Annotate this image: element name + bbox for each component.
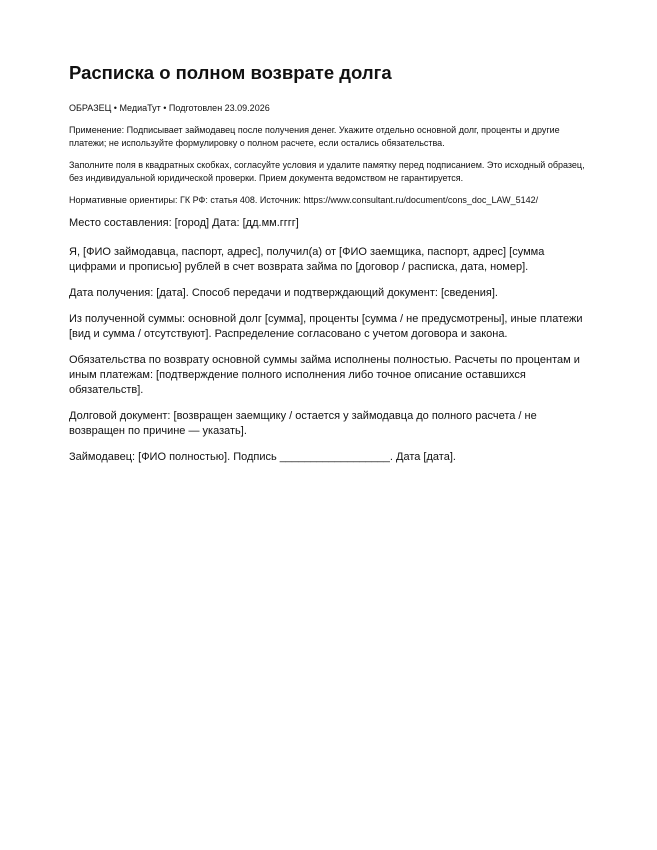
document-title: Расписка о полном возврате долга <box>69 62 392 83</box>
document-meta: ОБРАЗЕЦ • МедиаТут • Подготовлен 23.09.2026 <box>69 103 270 113</box>
legal-reference-note: Нормативные ориентиры: ГК РФ: статья 408. Источник: https://www.consultant.ru/document/cons_doc_LAW_5142/ <box>69 195 539 205</box>
place-date-line: Место составления: [город] Дата: [дд.мм.гггг] <box>69 217 299 229</box>
fill-instructions-note: Заполните поля в квадратных скобках, согласуйте условия и удалите памятку перед подписанием. Это исходный образец, без индивидуальной юридической проверки. Прием документа ведомством не гарантируется. <box>69 160 585 183</box>
debt-document-status: Долговой документ: [возвращен заемщику / остается у займодавца до полного расчета / не возвращен по причине — указать]. <box>69 410 537 437</box>
document-page <box>69 62 589 476</box>
obligations-status: Обязательства по возврату основной суммы займа исполнены полностью. Расчеты по процентам и иным платежам: [подтверждение полного исполнения либо точное описание оставшихся обязательств]. <box>69 354 580 396</box>
amount-breakdown: Из полученной суммы: основной долг [сумма], проценты [сумма / не предусмотрены], иные платежи [вид и сумма / отсутствуют]. Распределение согласовано с учетом договора и закона. <box>69 313 583 340</box>
receipt-date-method: Дата получения: [дата]. Способ передачи и подтверждающий документ: [сведения]. <box>69 287 498 299</box>
usage-note: Применение: Подписывает займодавец после получения денег. Укажите отдельно основной долг, проценты и другие платежи; не используйте формулировку о полном расчете, если остались обязательства. <box>69 125 560 148</box>
receipt-statement: Я, [ФИО займодавца, паспорт, адрес], получил(а) от [ФИО заемщика, паспорт, адрес] [сумма цифрами и прописью] рублей в счет возврата займа по [договор / расписка, дата, номер]. <box>69 246 545 273</box>
lender-signature-line: Займодавец: [ФИО полностью]. Подпись __________________. Дата [дата]. <box>69 451 456 463</box>
